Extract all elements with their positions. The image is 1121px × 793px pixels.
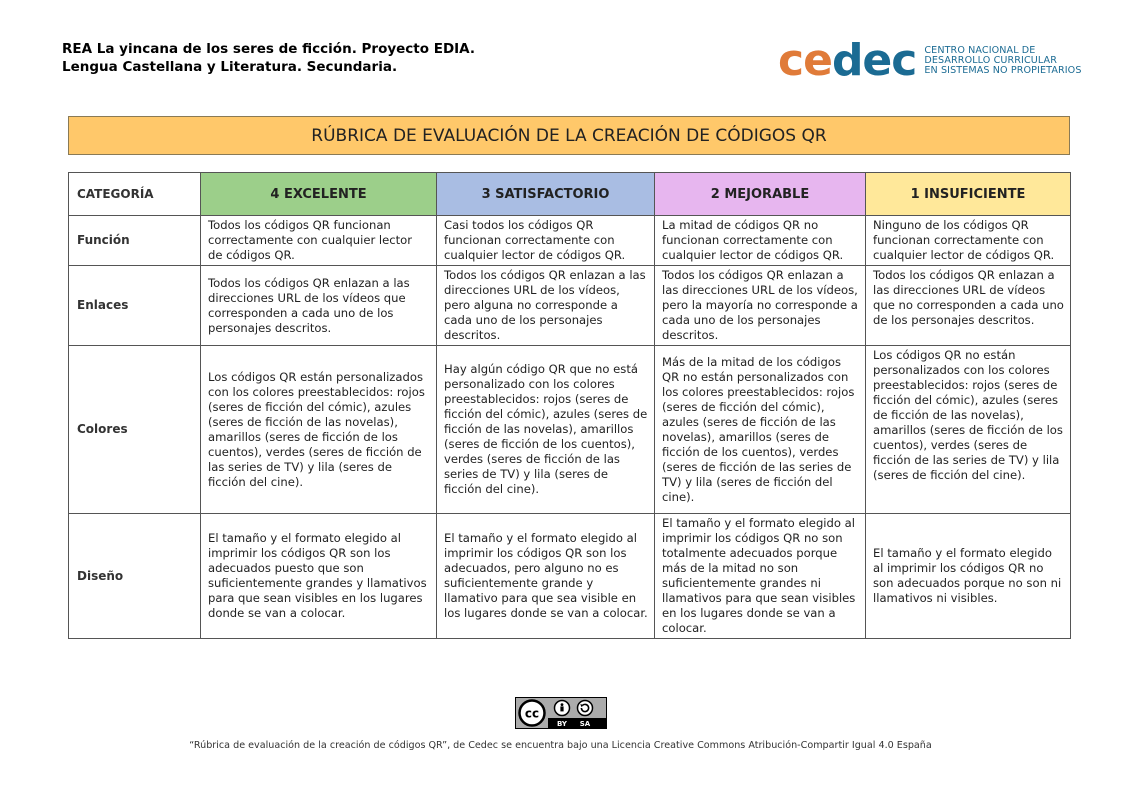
header-categoria: CATEGORÍA (69, 173, 201, 216)
table-cell: Los códigos QR están personalizados con los colores preestablecidos: rojos (seres de ficción del cómic), azules (seres de ficción de las novelas), amarillos (seres de ficción de los cuentos), verdes (seres de ficción de las series de TV) y lila (seres de ficción del cine). (201, 346, 437, 514)
row-category: Enlaces (69, 266, 201, 346)
table-cell: Más de la mitad de los códigos QR no están personalizados con los colores preestablecidos: rojos (seres de ficción del cómic), azules (seres de ficción de las novelas), amarillos (seres de ficción de los cuentos), verdes (seres de ficción de las series de TV) y lila (seres de ficción del cine). (655, 346, 866, 514)
table-row-funcion (69, 216, 1071, 266)
table-cell: Hay algún código QR que no está personalizado con los colores preestablecidos: rojos (seres de ficción del cómic), azules (seres de ficción de las novelas), amarillos (seres de ficción de los cuentos), verdes (seres de ficción de las series de TV) y lila (seres de ficción del cine). (437, 346, 655, 514)
table-cell: Todos los códigos QR enlazan a las direcciones URL de los vídeos, pero la mayoría no corresponde a cada uno de los personajes descritos. (655, 266, 866, 346)
by-label: BY (556, 720, 567, 728)
table-row-colores (69, 346, 1071, 514)
sa-label: SA (579, 720, 590, 728)
table-cell: Todos los códigos QR enlazan a las direcciones URL de los vídeos que corresponden a cada uno de los personajes descritos. (201, 266, 437, 346)
header-satisfactorio: 3 SATISFACTORIO (437, 173, 655, 216)
table-cell: Casi todos los códigos QR funcionan correctamente con cualquier lector de códigos QR. (437, 216, 655, 266)
cc-by-sa-badge[interactable] (515, 697, 607, 729)
table-row-enlaces (69, 266, 1071, 346)
logo-sub-line-3: EN SISTEMAS NO PROPIETARIOS (924, 65, 1082, 76)
table-cell: El tamaño y el formato elegido al imprimir los códigos QR no son adecuados porque no son ni llamativos ni visibles. (866, 514, 1071, 639)
cc-badge-graphic (516, 698, 606, 728)
table-header-row (69, 173, 1071, 216)
table-cell: Todos los códigos QR enlazan a las direcciones URL de los vídeos, pero alguna no corresponde a cada uno de los personajes descritos. (437, 266, 655, 346)
header-excelente: 4 EXCELENTE (201, 173, 437, 216)
header-line-1: REA La yincana de los seres de ficción. Proyecto EDIA. (62, 41, 476, 57)
logo-word-part-2: dec (831, 35, 917, 86)
header-mejorable: 2 MEJORABLE (655, 173, 866, 216)
license-badge-container (0, 697, 1121, 732)
rubric-title: RÚBRICA DE EVALUACIÓN DE LA CREACIÓN DE CÓDIGOS QR (68, 116, 1070, 155)
table-cell: Todos los códigos QR enlazan a las direcciones URL de vídeos que no corresponden a cada uno de los personajes descritos. (866, 266, 1071, 346)
document-header (62, 40, 475, 76)
table-cell: Todos los códigos QR funcionan correctamente con cualquier lector de códigos QR. (201, 216, 437, 266)
table-cell: Ninguno de los códigos QR funcionan correctamente con cualquier lector de códigos QR. (866, 216, 1071, 266)
cedec-logo-word (778, 35, 917, 86)
table-row-diseno (69, 514, 1071, 639)
header-line-2: Lengua Castellana y Literatura. Secundaria. (62, 59, 398, 75)
row-category: Diseño (69, 514, 201, 639)
table-cell: El tamaño y el formato elegido al imprimir los códigos QR son los adecuados puesto que son suficientemente grandes y llamativos para que sean visibles en los lugares donde se van a colocar. (201, 514, 437, 639)
header-insuficiente: 1 INSUFICIENTE (866, 173, 1071, 216)
row-category: Función (69, 216, 201, 266)
row-category: Colores (69, 346, 201, 514)
share-alike-icon (577, 701, 592, 716)
table-cell: Los códigos QR no están personalizados con los colores preestablecidos: rojos (seres de ficción del cómic), azules (seres de ficción de las novelas), amarillos (seres de ficción de los cuentos), verdes (seres de ficción de las series de TV) y lila (seres de ficción del cine). (866, 346, 1071, 514)
rubric-table (68, 172, 1071, 639)
cc-label: cc (524, 706, 539, 721)
logo-sub-line-2: DESARROLLO CURRICULAR (924, 55, 1057, 66)
table-cell: El tamaño y el formato elegido al imprimir los códigos QR son los adecuados, pero alguno no es suficientemente grande y llamativo para que sea visible en los lugares donde se van a colocar. (437, 514, 655, 639)
table-cell: La mitad de códigos QR no funcionan correctamente con cualquier lector de códigos QR. (655, 216, 866, 266)
cedec-logo-subtitle (924, 46, 1081, 76)
logo-sub-line-1: CENTRO NACIONAL DE (924, 45, 1036, 56)
table-cell: El tamaño y el formato elegido al imprimir los códigos QR no son totalmente adecuados porque más de la mitad no son suficientemente grandes ni llamativos para que sean visibles en los lugares donde se van a colocar. (655, 514, 866, 639)
cedec-logo (778, 35, 1082, 86)
logo-word-part-1: ce (778, 35, 832, 86)
license-caption: “Rúbrica de evaluación de la creación de códigos QR”, de Cedec se encuentra bajo una Licencia Creative Commons Atribución-Compartir Igual 4.0 España (189, 740, 932, 751)
